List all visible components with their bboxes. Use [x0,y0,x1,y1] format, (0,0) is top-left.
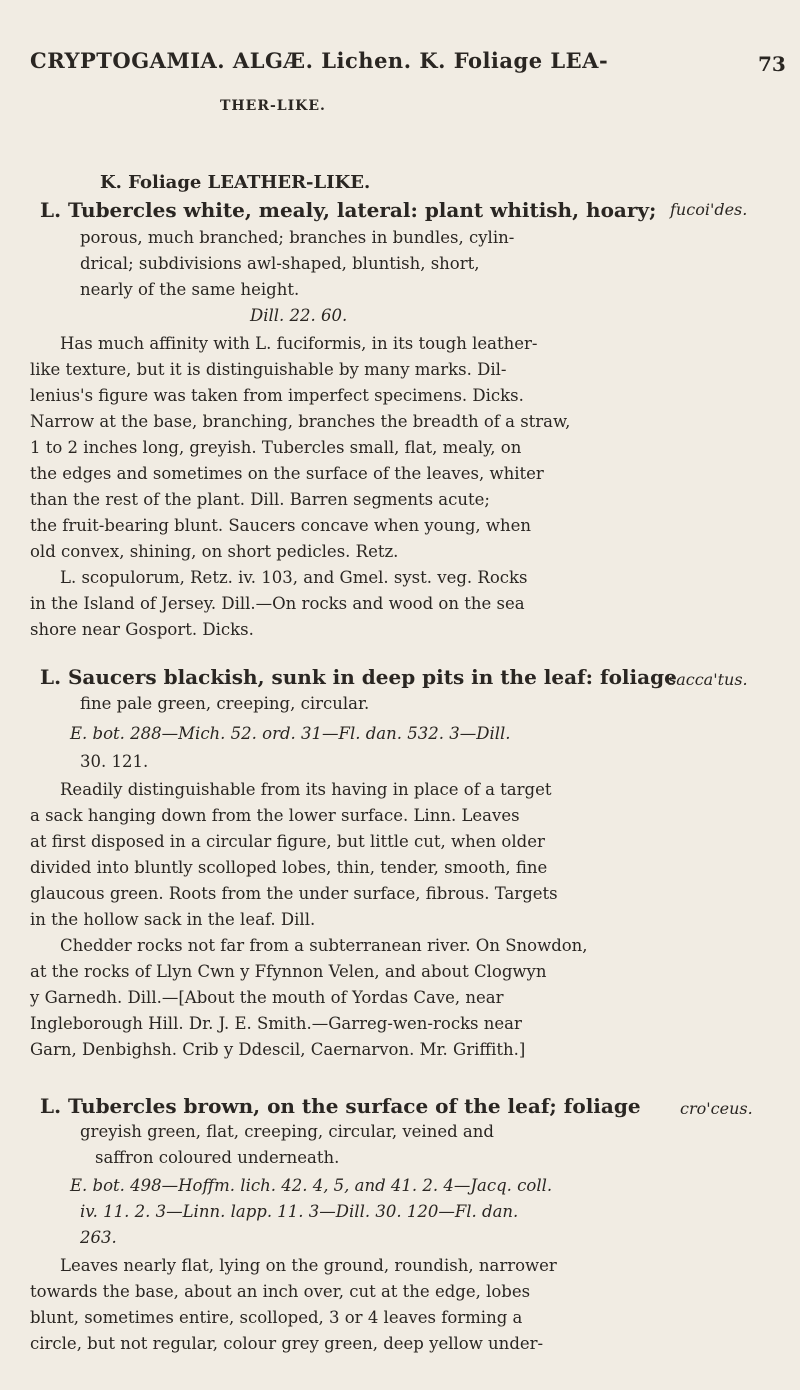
entry-2-line-15: Garn, Denbighsh. Crib y Ddescil, Caernarvon. Mr. Griffith.] [30,1040,526,1059]
entry-1-line-15: L. scopulorum, Retz. iv. 103, and Gmel. syst. veg. Rocks [60,568,528,587]
entry-2-line-7: at first disposed in a circular figure, but little cut, when older [30,832,545,851]
entry-3-line-9: blunt, sometimes entire, scolloped, 3 or 4 leaves forming a [30,1308,523,1327]
entry-2-line-4: 30. 121. [80,752,149,771]
entry-2-line-11: Chedder rocks not far from a subterranean river. On Snowdon, [60,936,588,955]
entry-2-line-6: a sack hanging down from the lower surface. Linn. Leaves [30,806,520,825]
page-number: 73 [758,52,786,76]
entry-1-line-14: old convex, shining, on short pedicles. Retz. [30,542,399,561]
entry-2-line-2: fine pale green, creeping, circular. [80,694,370,713]
section-heading: K. Foliage LEATHER-LIKE. [100,172,371,193]
running-subtitle: THER-LIKE. [220,98,326,114]
entry-3-line-6: 263. [80,1228,117,1247]
entry-2-line-12: at the rocks of Llyn Cwn y Ffynnon Velen, and about Clogwyn [30,962,547,981]
entry-2-line-10: in the hollow sack in the leaf. Dill. [30,910,316,929]
entry-2-line-13: y Garnedh. Dill.—[About the mouth of Yordas Cave, near [30,988,504,1007]
entry-2-line-5: Readily distinguishable from its having in place of a target [60,780,552,799]
entry-2-species-name: sacca'tus. [668,670,748,689]
entry-1-line-6: Has much affinity with L. fuciformis, in its tough leather- [60,334,538,353]
entry-1-line-1: L. Tubercles white, mealy, lateral: plant whitish, hoary; [40,198,657,222]
entry-3-line-2: greyish green, flat, creeping, circular, veined and [80,1122,494,1141]
entry-3-species-name: cro'ceus. [680,1099,753,1118]
entry-1-line-13: the fruit-bearing blunt. Saucers concave when young, when [30,516,532,535]
entry-1-line-16: in the Island of Jersey. Dill.—On rocks and wood on the sea [30,594,525,613]
entry-1-line-11: the edges and sometimes on the surface of the leaves, whiter [30,464,544,483]
entry-2-line-9: glaucous green. Roots from the under surface, fibrous. Targets [30,884,558,903]
entry-3-line-4: E. bot. 498—Hoffm. lich. 42. 4, 5, and 41. 2. 4—Jacq. coll. [70,1176,553,1195]
entry-1-line-12: than the rest of the plant. Dill. Barren segments acute; [30,490,490,509]
entry-1-line-17: shore near Gosport. Dicks. [30,620,254,639]
entry-3-line-3: saffron coloured underneath. [95,1148,340,1167]
entry-3-line-7: Leaves nearly flat, lying on the ground, roundish, narrower [60,1256,557,1275]
entry-1-line-7: like texture, but it is distinguishable by many marks. Dil- [30,360,507,379]
entry-1-line-10: 1 to 2 inches long, greyish. Tubercles small, flat, mealy, on [30,438,522,457]
entry-1-line-4: nearly of the same height. [80,280,300,299]
running-title: CRYPTOGAMIA. ALGÆ. Lichen. K. Foliage LEA- [30,48,609,73]
entry-1-line-9: Narrow at the base, branching, branches the breadth of a straw, [30,412,571,431]
entry-2-line-8: divided into bluntly scolloped lobes, thin, tender, smooth, fine [30,858,548,877]
entry-2-line-3: E. bot. 288—Mich. 52. ord. 31—Fl. dan. 532. 3—Dill. [70,724,511,743]
entry-1-line-5: Dill. 22. 60. [250,306,348,325]
entry-1-line-8: lenius's figure was taken from imperfect specimens. Dicks. [30,386,524,405]
entry-3-line-5: iv. 11. 2. 3—Linn. lapp. 11. 3—Dill. 30. 120—Fl. dan. [80,1202,519,1221]
entry-3-line-8: towards the base, about an inch over, cut at the edge, lobes [30,1282,531,1301]
entry-3-line-10: circle, but not regular, colour grey green, deep yellow under- [30,1334,544,1353]
entry-2-line-14: Ingleborough Hill. Dr. J. E. Smith.—Garreg-wen-rocks near [30,1014,522,1033]
entry-1-line-3: drical; subdivisions awl-shaped, bluntish, short, [80,254,480,273]
entry-1-line-2: porous, much branched; branches in bundles, cylin- [80,228,515,247]
entry-2-line-1: L. Saucers blackish, sunk in deep pits in the leaf: foliage [40,665,677,689]
entry-3-line-1: L. Tubercles brown, on the surface of the leaf; foliage [40,1094,641,1118]
entry-1-species-name: fucoi'des. [670,200,748,219]
